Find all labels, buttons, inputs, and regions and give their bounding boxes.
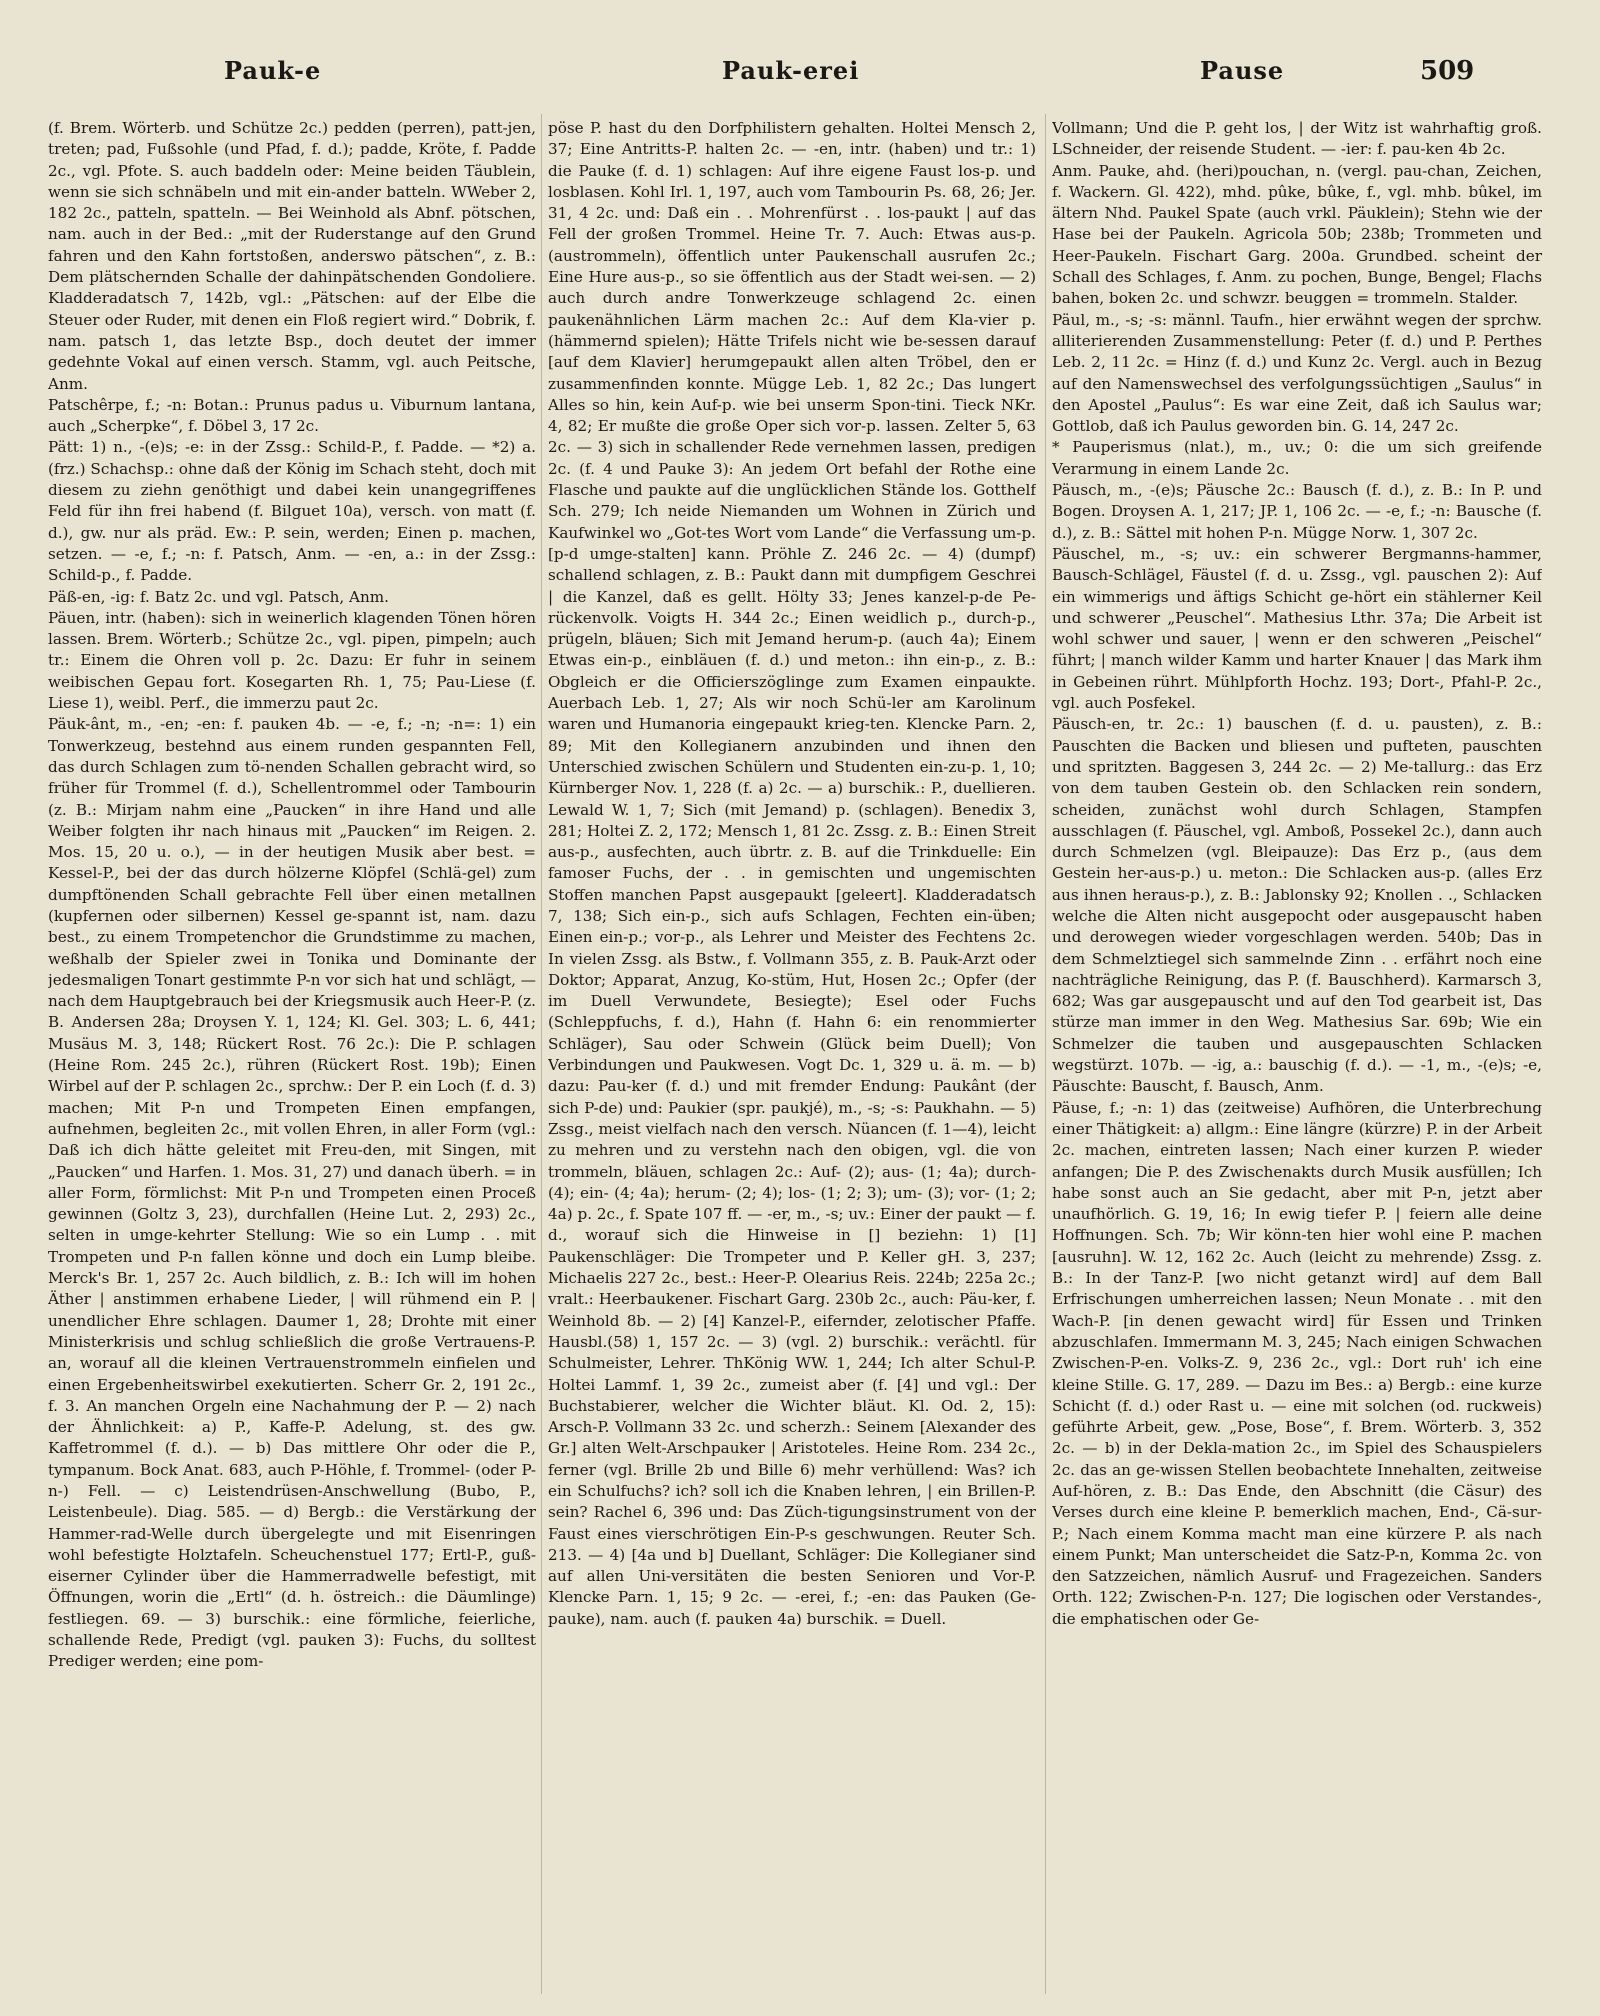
entry-paragraph: Päuschel, m., -s; uv.: ein schwerer Bergmanns-hammer, Bausch-Schlägel, Fäustel (f. d. u. Zssg., vgl. pauschen 2): Auf ein wimmerigs und äftigs Schicht ge-hört ein stählerner Keil und schwerer „Peuschel“. Mathesius Lthr. 37a; Die Arbeit ist wohl schwer und sauer, | wenn er den schweren „Peischel“ führt; | manch wilder Kamm und harter Knauer | das Mark ihm in Gebeinen rührt. Mühlpforth Hochz. 193; Dort-, Pfahl-P. 2c., vgl. auch Posfekel. [1052, 544, 1542, 713]
column-middle [548, 118, 1036, 1998]
page-number: 509 [1420, 56, 1475, 86]
column-divider [541, 114, 542, 1994]
entry-paragraph: Päß-en, -ig: f. Batz 2c. und vgl. Patsch, Anm. [48, 587, 389, 606]
entry-paragraph: Pätt: 1) n., -(e)s; -e: in der Zssg.: Schild-P., f. Padde. — *2) a. (frz.) Schachsp.: ohne daß der König im Schach steht, doch mit diesem zu ziehn genöthigt und dabei kein unangegriffenes Feld für ihn frei habend (f. Bilguet 10a), versch. von matt (f. d.), gw. nur als präd. Ew.: P. sein, werden; Einen p. machen, setzen. — -e, f.; -n: f. Patsch, Anm. — -en, a.: in der Zssg.: Schild-p., f. Padde. [48, 438, 536, 585]
entry-paragraph: Päuen, intr. (haben): sich in weinerlich klagenden Tönen hören lassen. Brem. Wörterb.; Schütze 2c., vgl. pipen, pimpeln; auch tr.: Einem die Ohren voll p. 2c. Dazu: Er fuhr in seinem weibischen Gepau fort. Kosegarten Rh. 1, 75; Pau-Liese (f. Liese 1), weibl. Perf., die immerzu paut 2c. [48, 608, 536, 713]
entry-paragraph: Päuk-ânt, m., -en; -en: f. pauken 4b. — -e, f.; -n; -n=: 1) ein Tonwerkzeug, bestehnd aus einem runden gespannten Fell, das durch Schlagen zum tö-nenden Schallen gebracht wird, so früher für Trommel (f. d.), Schellentrommel oder Tambourin (z. B.: Mirjam nahm eine „Paucken“ in ihre Hand und alle Weiber folgten ihr nach hinaus mit „Paucken“ im Reigen. 2. Mos. 15, 20 u. o.), — in der heutigen Musik aber best. = Kessel-P., bei der das durch hölzerne Klöpfel (Schlä-gel) zum dumpftönenden Schall gebrachte Fell über einen metallnen (kupfernen oder silbernen) Kessel ge-spannt ist, nam. dazu best., zu einem Trompetenchor die Grundstimme zu machen, weßhalb der Spieler zwei in Tonika und Dominante der jedesmaligen Tonart gestimmte P-n vor sich hat und schlägt, — nach dem Hauptgebrauch bei der Kriegsmusik auch Heer-P. (z. B. Andersen 28a; Droysen Y. 1, 124; Kl. Gel. 303; L. 6, 441; Musäus M. 3, 148; Rückert Rost. 76 2c.): Die P. schlagen (Heine Rom. 245 2c.), rühren (Rückert Rost. 19b); Einen Wirbel auf der P. schlagen 2c., sprchw.: Der P. ein Loch (f. d. 3) machen; Mit P-n und Trompeten Einen empfangen, aufnehmen, begleiten 2c., mit vollen Ehren, in aller Form (vgl.: Daß ich dich hätte geleitet mit Freu-den, mit Singen, mit „Paucken“ und Harfen. 1. Mos. 31, 27) und danach überh. = in aller Form, förmlichst: Mit P-n und Trompeten einen Proceß gewinnen (Goltz 3, 23), durchfallen (Heine Lut. 2, 293) 2c., selten in umge-kehrter Stellung: Wie so ein Lump . . mit Trompeten und P-n fallen könne und doch ein Lump bleibe. Merck's Br. 1, 257 2c. Auch bildlich, z. B.: Ich will im hohen Äther | anstimmen erhabene Lieder, | will rühmend ein P. | unendlicher Ehre schlagen. Daumer 1, 28; Drohte mit einer Ministerkrisis und schlug schließlich die große Vertrauens-P. an, worauf all die kleinen Vertrauenstrommeln einfielen und einen Ergebenheitswirbel exekutierten. Scherr Gr. 2, 191 2c., f. 3. An manchen Orgeln eine Nachahmung der P. — 2) nach der Ähnlichkeit: a) P., Kaffe-P. Adelung, st. des gw. Kaffetrommel (f. d.). — b) Das mittlere Ohr oder die P., tympanum. Bock Anat. 683, auch P-Höhle, f. Trommel- (oder P-n-) Fell. — c) Leistendrüsen-Anschwellung (Bubo, P., Leistenbeule). Diag. 585. — d) Bergb.: die Verstärkung der Hammer-rad-Welle durch übergelegte und mit Eisenringen wohl befestigte Holztafeln. Scheuchenstuel 177; Ertl-P., guß-eiserner Cylinder über die Hammerradwelle befestigt, mit Öffnungen, worin die „Ertl“ (d. h. östreich.: die Däumlinge) festliegen. 69. — 3) burschik.: eine förmliche, feierliche, schallende Rede, Predigt (vgl. pauken 3): Fuchs, du solltest Prediger werden; eine pom- [48, 715, 536, 1671]
entry-paragraph: Patschêrpe, f.; -n: Botan.: Prunus padus u. Viburnum lantana, auch „Scherpke“, f. Döbel 3, 17 2c. [48, 395, 536, 436]
left-guide-word: Pauk-e [224, 56, 322, 85]
entry-paragraph: Vollmann; Und die P. geht los, | der Witz ist wahrhaftig groß. LSchneider, der reisende Student. — -ier: f. pau-ken 4b 2c. [1052, 119, 1542, 159]
entry-paragraph: pöse P. hast du den Dorfphilistern gehalten. Holtei Mensch 2, 37; Eine Antritts-P. halten 2c. — -en, intr. (haben) und tr.: 1) die Pauke (f. d. 1) schlagen: Auf ihre eigene Faust los-p. und losblasen. Kohl Irl. 1, 197, auch vom Tambourin Ps. 68, 26; Jer. 31, 4 2c. und: Daß ein . . Mohrenfürst . . los-paukt | auf das Fell der großen Trommel. Heine Tr. 7. Auch: Etwas aus-p. (austrommeln), öffentlich unter Paukenschall ausrufen 2c.; Eine Hure aus-p., so sie öffentlich aus der Stadt wei-sen. — 2) auch durch andre Tonwerkzeuge schlagend 2c. einen paukenähnlichen Lärm machen 2c.: Auf dem Kla-vier p. (hämmernd spielen); Hätte Trifels nicht wie be-sessen darauf [auf dem Klavier] herumgepaukt allen alten Tröbel, den er zusammenfinden konnte. Mügge Leb. 1, 82 2c.; Das lungert Alles so hin, kein Auf-p. wie bei unserm Spon-tini. Tieck NKr. 4, 82; Er mußte die große Oper sich vor-p. lassen. Zelter 5, 63 2c. — 3) sich in schallender Rede vernehmen lassen, predigen 2c. (f. 4 und Pauke 3): An jedem Ort befahl der Rothe eine Flasche und paukte auf die unglücklichen Stände los. Gotthelf Sch. 279; Ich neide Niemanden um Wohnen in Zürich und Kaufwinkel wo „Got-tes Wort vom Lande“ die Verfassung um-p. [p-d umge-stalten] kann. Pröhle Z. 246 2c. — 4) (dumpf) schallend schlagen, z. B.: Paukt dann mit dumpfigem Geschrei | die Kanzel, daß es gellt. Hölty 33; Jenes kanzel-p-de Pe-rückenvolk. Voigts H. 344 2c.; Einen weidlich p., durch-p., prügeln, bläuen; Sich mit Jemand herum-p. (auch 4a); Einem Etwas ein-p., einbläuen (f. d.) und meton.: ihn ein-p., z. B.: Obgleich er die Officierszöglinge zum Examen einpaukte. Auerbach Leb. 1, 27; Als wir noch Schü-ler am Karolinum waren und Humanoria eingepaukt krieg-ten. Klencke Parn. 2, 89; Mit den Kollegianern anzubinden und ihnen den Unterschied zwischen Schülern und Studenten ein-zu-p. 1, 10; Kürnberger Nov. 1, 228 (f. a) 2c. — a) burschik.: P., duellieren. Lewald W. 1, 7; Sich (mit Jemand) p. (schlagen). Benedix 3, 281; Holtei Z. 2, 172; Mensch 1, 81 2c. Zssg. z. B.: Einen Streit aus-p., ausfechten, auch übrtr. z. B. auf die Trinkduelle: Ein famoser Fuchs, der . . in gemischten und ungemischten Stoffen manchen Papst ausgepaukt [geleert]. Kladderadatsch 7, 138; Sich ein-p., sich aufs Schlagen, Fechten ein-üben; Einen ein-p.; vor-p., als Lehrer und Meister des Fechtens 2c. In vielen Zssg. als Bstw., f. Vollmann 355, z. B. Pauk-Arzt oder Doktor; Apparat, Anzug, Ko-stüm, Hut, Hosen 2c.; Opfer (der im Duell Verwundete, Besiegte); Esel oder Fuchs (Schleppfuchs, f. d.), Hahn (f. Hahn 6: ein renommierter Schläger), Sau oder Schwein (Glück beim Duell); Von Verbindungen und Paukwesen. Vogt Dc. 1, 329 u. ä. m. — b) dazu: Pau-ker (f. d.) und mit fremder Endung: Paukânt (der sich P-de) und: Paukier (spr. paukjé), m., -s; -s: Paukhahn. — 5) Zssg., meist vielfach nach den versch. Nüancen (f. 1—4), leicht zu mehren und zu verstehn nach den obigen, vgl. die von trommeln, bläuen, schlagen 2c.: Auf- (2); aus- (1; 4a); durch- (4); ein- (4; 4a); herum- (2; 4); los- (1; 2; 3); um- (3); vor- (1; 2; 4a) p. 2c., f. Spate 107 ff. — -er, m., -s; uv.: Einer der paukt — f. d., worauf sich die Hinweise in [] beziehn: 1) [1] Paukenschläger: Die Trompeter und P. Keller gH. 3, 237; Michaelis 227 2c., best.: Heer-P. Olearius Reis. 224b; 225a 2c.; vralt.: Heerbaukener. Fischart Garg. 230b 2c., auch: Päu-ker, f. Weinhold 8b. — 2) [4] Kanzel-P., eifernder, zelotischer Pfaffe. Hausbl.(58) 1, 157 2c. — 3) (vgl. 2) burschik.: verächtl. für Schulmeister, Lehrer. ThKönig WW. 1, 244; Ich alter Schul-P. Holtei Lammf. 1, 39 2c., zumeist aber (f. [4] und vgl.: Der Buchstabierer, welcher die Wichter bläut. Kl. Od. 2, 15): Arsch-P. Vollmann 33 2c. und scherzh.: Seinem [Alexander des Gr.] alten Welt-Arschpauker | Aristoteles. Heine Rom. 234 2c., ferner (vgl. Brille 2b und Bille 6) mehr verhüllend: Was? ich ein Schulfuchs? ich? soll ich die Knaben lehren, | ein Brillen-P. sein? Rachel 6, 396 und: Das Züch-tigungsinstrument von der Faust eines vierschrötigen Ein-P-s geschwungen. Reuter Sch. 213. — 4) [4a und b] Duellant, Schläger: Die Kollegianer sind auf allen Uni-versitäten die besten Senioren und Vor-P. Klencke Parn. 1, 15; 9 2c. — -erei, f.; -en: das Pauken (Ge-pauke), nam. auch (f. pauken 4a) burschik. = Duell. [548, 119, 1036, 1628]
column-right [1052, 118, 1542, 1998]
entry-paragraph: Anm. Pauke, ahd. (heri)pouchan, n. (vergl. pau-chan, Zeichen, f. Wackern. Gl. 422), mhd. pûke, bûke, f., vgl. mhb. bûkel, im ältern Nhd. Paukel Spate (auch vrkl. Päuklein); Stehn wie der Hase bei der Paukeln. Agricola 50b; 238b; Trommeten und Heer-Paukeln. Fischart Garg. 200a. Grundbed. scheint der Schall des Schlages, f. Anm. zu pochen, Bunge, Bengel; Flachs bahen, boken 2c. und schwzr. beuggen = trommeln. Stalder. [1052, 161, 1542, 308]
right-guide-word: Pause [1200, 56, 1285, 85]
entry-paragraph: (f. Brem. Wörterb. und Schütze 2c.) pedden (perren), patt-jen, treten; pad, Fußsohle (und Pfad, f. d.); padde, Kröte, f. Padde 2c., vgl. Pfote. S. auch baddeln oder: Meine beiden Täublein, wenn sie sich schnäbeln und mit ein-ander batteln. WWeber 2, 182 2c., patteln, spatteln. — Bei Weinhold als Abnf. pötschen, nam. auch in der Bed.: „mit der Ruderstange auf den Grund fahren und den Kahn fortstoßen, anderswo pätschen“, z. B.: Dem plätschernden Schalle der dahinpätschenden Gondoliere. Kladderadatsch 7, 142b, vgl.: „Pätschen: auf der Elbe die Steuer oder Ruder, mit denen ein Floß regiert wird.“ Dobrik, f. nam. patsch 1, das letzte Bsp., doch deutet der immer gedehnte Vokal auf einen versch. Stamm, vgl. auch Peitsche, Anm. [48, 119, 536, 393]
entry-paragraph: Päusch-en, tr. 2c.: 1) bauschen (f. d. u. pausten), z. B.: Pauschten die Backen und bliesen und pufteten, pauschten und spritzten. Baggesen 3, 244 2c. — 2) Me-tallurg.: das Erz von dem tauben Gestein ob. den Schlacken rein sondern, scheiden, zunächst wohl durch Schlagen, Stampfen ausschlagen (f. Päuschel, vgl. Amboß, Possekel 2c.), dann auch durch Schmelzen (vgl. Bleipauze): Das Erz p., (aus dem Gestein her-aus-p.) u. meton.: Die Schlacken aus-p. (alles Erz aus ihnen heraus-p.), z. B.: Jablonsky 92; Knollen . ., Schlacken welche die Alten nicht ausgepocht oder ausgepauscht haben und derowegen wieder vorgeschlagen werden. 540b; Das in dem Schmelztiegel sich sammelnde Zinn . . erfährt noch eine nachträgliche Reinigung, das P. (f. Bauschherd). Karmarsch 3, 682; Was gar ausgepauscht und auf den Tod gearbeit ist, Das stürze man immer in den Weg. Mathesius Sar. 69b; Wie ein Schmelzer die tauben und ausgepauschten Schlacken wegstürzt. 107b. — -ig, a.: bauschig (f. d.). — -1, m., -(e)s; -e, Päuschte: Bauscht, f. Bausch, Anm. [1052, 715, 1542, 1096]
middle-guide-word: Pauk-erei [722, 56, 860, 85]
column-divider [1045, 114, 1046, 1994]
entry-paragraph: Päuse, f.; -n: 1) das (zeitweise) Aufhören, die Unterbrechung einer Thätigkeit: a) allgm.: Eine längre (kürzre) P. in der Arbeit 2c. machen, eintreten lassen; Nach einer kurzen P. wieder anfangen; Die P. des Zwischenakts durch Musik ausfüllen; Ich habe sonst auch an Sie gedacht, aber mit P-n, jetzt aber unaufhörlich. G. 19, 16; In ewig tiefer P. | feiern alle deine Hoffnungen. Sch. 7b; Wir könn-ten hier wohl eine P. machen [ausruhn]. W. 12, 162 2c. Auch (leicht zu mehrende) Zssg. z. B.: In der Tanz-P. [wo nicht getanzt wird] auf dem Ball Erfrischungen umherreichen lassen; Neun Monate . . mit den Wach-P. [in denen gewacht wird] für Essen und Trinken abzuschlafen. Immermann M. 3, 245; Nach einigen Schwachen Zwischen-P-en. Volks-Z. 9, 236 2c., vgl.: Dort ruh' ich eine kleine Stille. G. 17, 289. — Dazu im Bes.: a) Bergb.: eine kurze Schicht (f. d.) oder Rast u. — eine mit solchen (od. ruckweis) geführte Arbeit, gew. „Pose, Bose“, f. Brem. Wörterb. 3, 352 2c. — b) in der Dekla-mation 2c., im Spiel des Schauspielers 2c. das an ge-wissen Stellen beobachtete Innehalten, zeitweise Auf-hören, z. B.: Das Ende, den Abschnitt (die Cäsur) des Verses durch eine kleine P. bemerklich machen, End-, Cä-sur-P.; Nach einem Komma macht man eine kürzere P. als nach einem Punkt; Man unterscheidet die Satz-P-n, Komma 2c. von den Satzzeichen, nämlich Ausruf- und Fragezeichen. Sanders Orth. 122; Zwischen-P-n. 127; Die logischen oder Verstandes-, die emphatischen oder Ge- [1052, 1098, 1542, 1628]
entry-paragraph: Päul, m., -s; -s: männl. Taufn., hier erwähnt wegen der sprchw. alliterierenden Zusammenstellung: Peter (f. d.) und P. Perthes Leb. 2, 11 2c. = Hinz (f. d.) und Kunz 2c. Vergl. auch in Bezug auf den Namenswechsel des verfolgungssüchtigen „Saulus“ in den Apostel „Paulus“: Es war eine Zeit, daß ich Saulus war; Gottlob, daß ich Paulus geworden bin. G. 14, 247 2c. [1052, 310, 1542, 436]
entry-paragraph: Päusch, m., -(e)s; Päusche 2c.: Bausch (f. d.), z. B.: In P. und Bogen. Droysen A. 1, 217; JP. 1, 106 2c. — -e, f.; -n: Bausche (f. d.), z. B.: Sättel mit hohen P-n. Mügge Norw. 1, 307 2c. [1052, 481, 1542, 542]
column-left [48, 118, 536, 1998]
entry-paragraph: * Pauperismus (nlat.), m., uv.; 0: die um sich greifende Verarmung in einem Lande 2c. [1052, 438, 1542, 478]
page-header [0, 56, 1600, 96]
